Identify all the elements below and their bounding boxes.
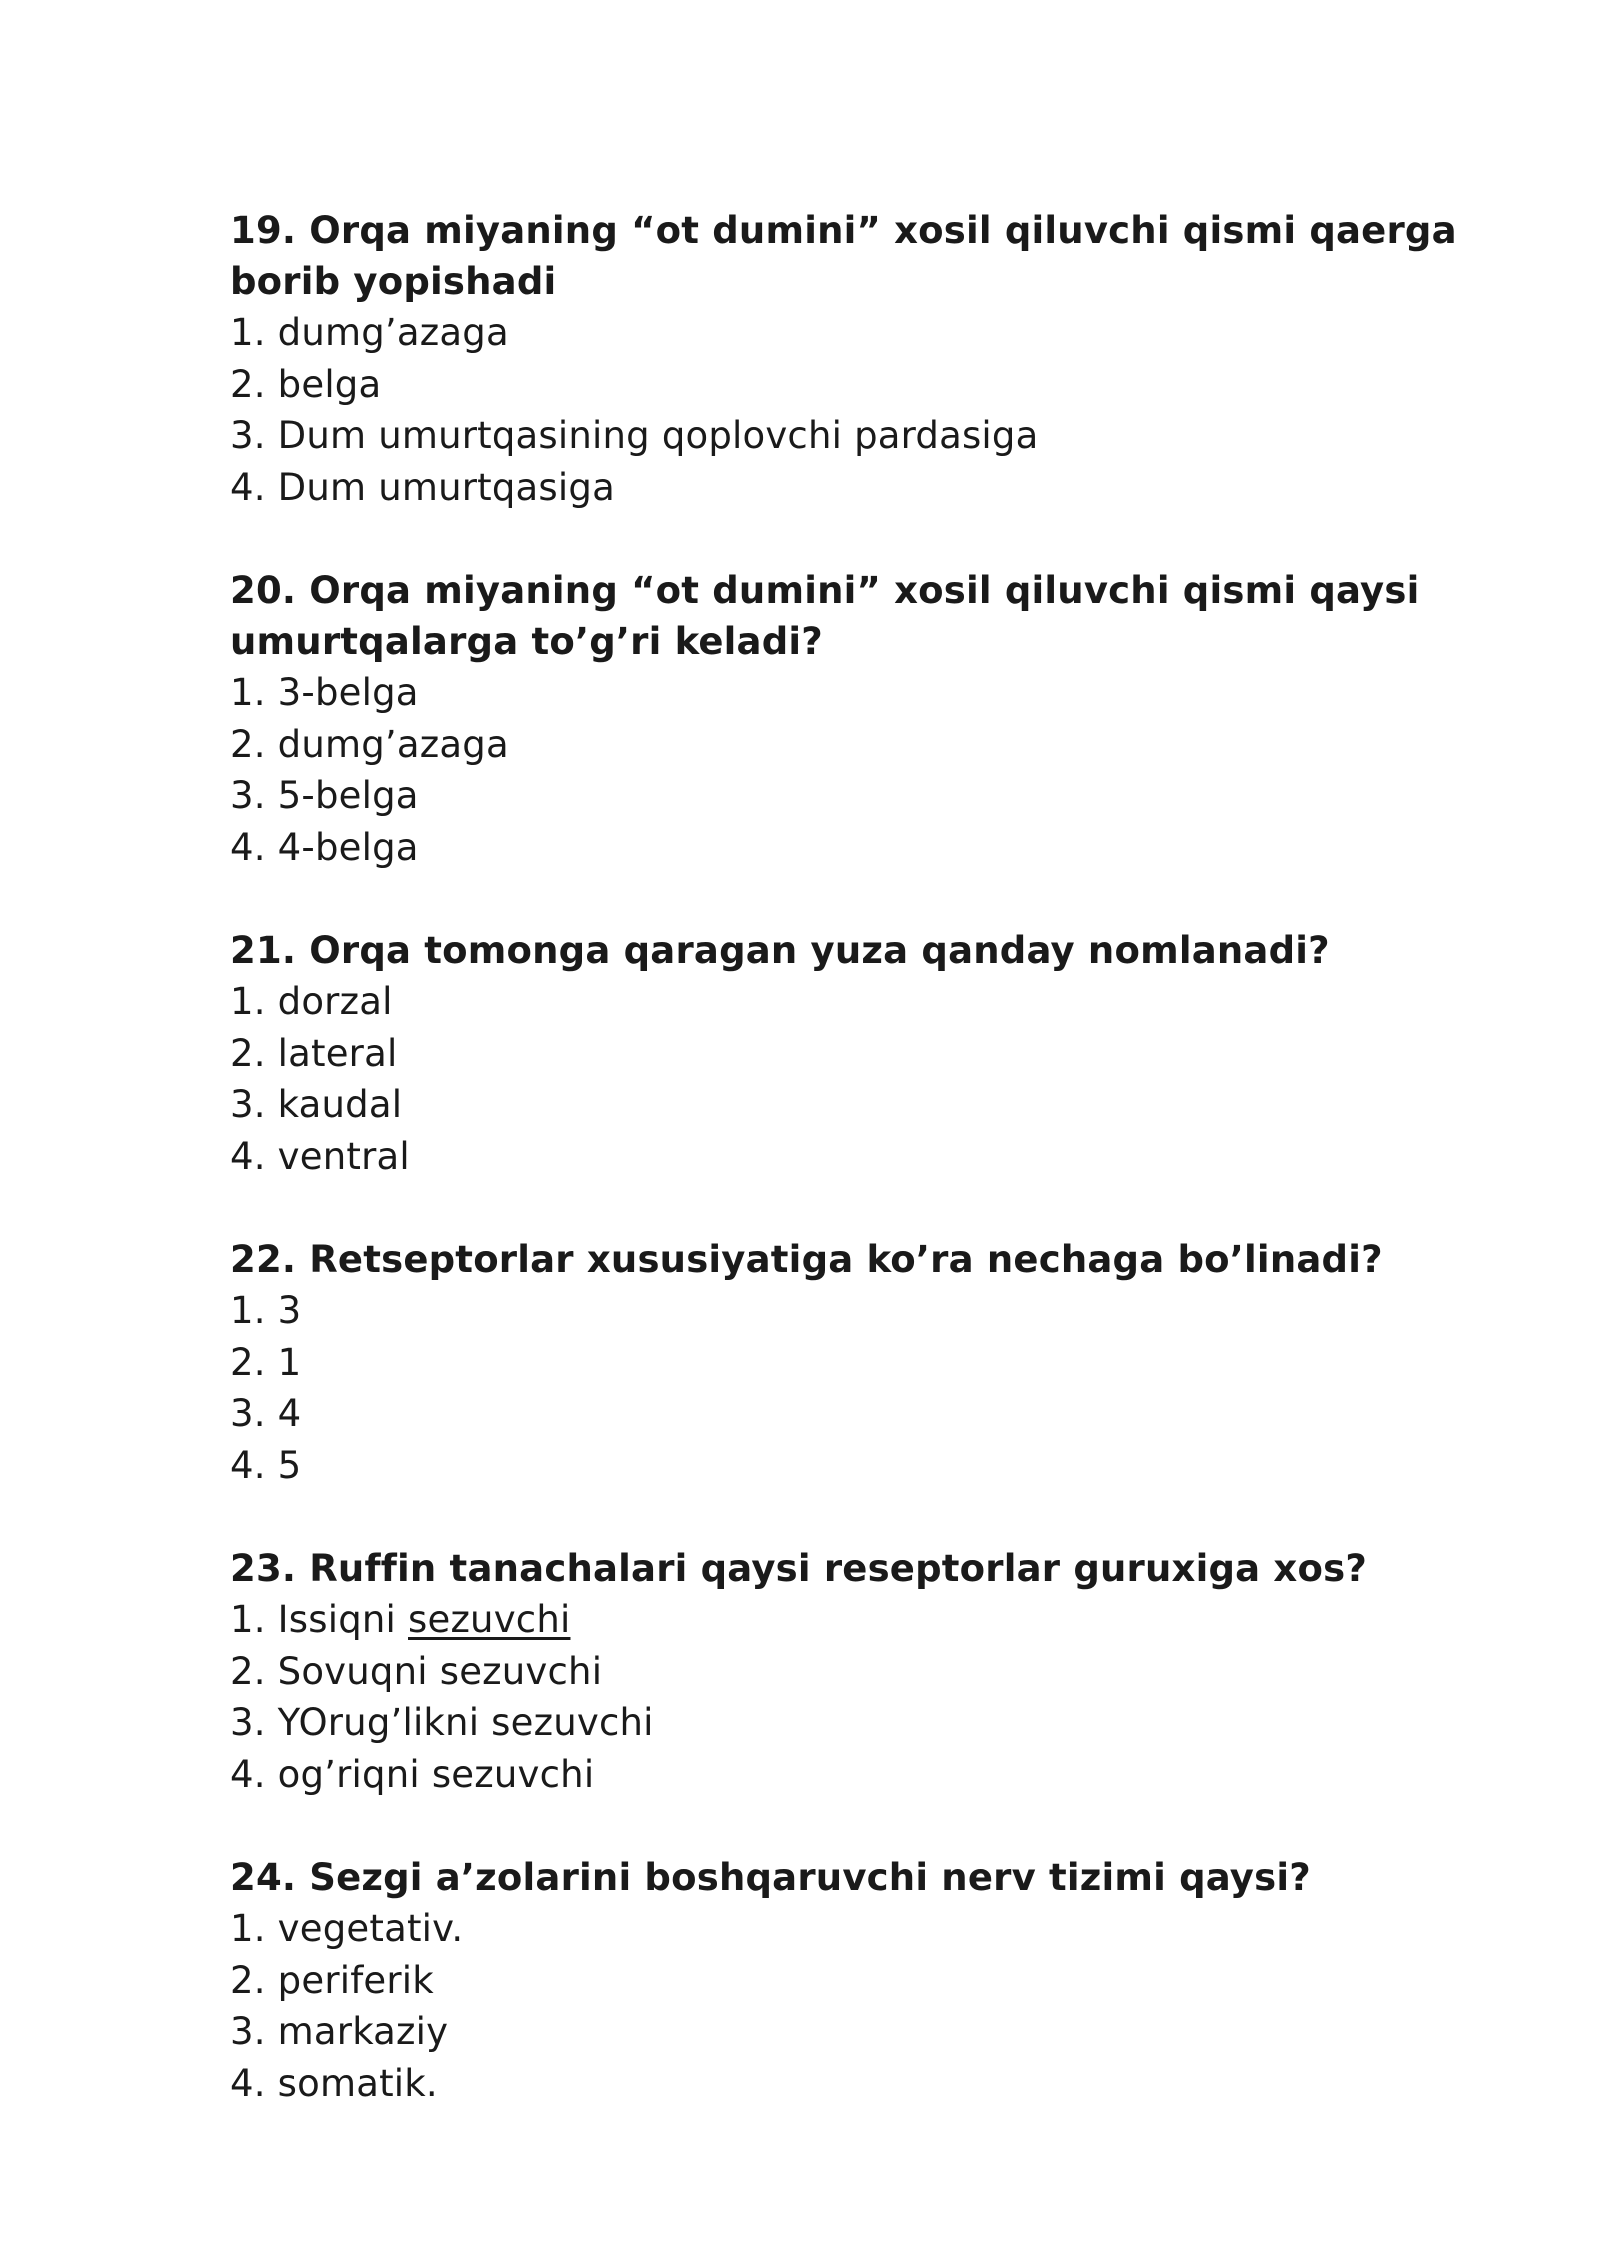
answer-option: 2. dumg’azaga [230, 722, 509, 766]
question-22 [230, 1234, 1490, 1491]
question-title: 20. Orqa miyaning “ot dumini” xosil qiluvchi qismi qaysi umurtqalarga to’g’ri keladi? [230, 569, 1420, 663]
answer-option: 3. kaudal [230, 1083, 403, 1126]
answer-option: 1. 3 [230, 1289, 302, 1332]
answer-option: 2. lateral [230, 1031, 398, 1075]
answer-option: 4. ventral [230, 1134, 410, 1178]
question-19 [230, 205, 1490, 513]
answer-option: 2. 1 [230, 1340, 302, 1384]
answer-option: 1. dorzal [230, 980, 393, 1023]
question-title: 23. Ruffin tanachalari qaysi reseptorlar guruxiga xos? [230, 1547, 1367, 1590]
question-title: 19. Orqa miyaning “ot dumini” xosil qiluvchi qismi qaerga borib yopishadi [230, 209, 1457, 303]
answer-option: 3. 4 [230, 1392, 302, 1435]
answer-options [230, 976, 1490, 1182]
answer-option: 3. YOrug’likni sezuvchi [230, 1701, 654, 1744]
answer-options [230, 667, 1490, 873]
answer-option: 1. vegetativ. [230, 1907, 464, 1950]
answer-options [230, 307, 1490, 513]
answer-option: 4. somatik. [230, 2061, 438, 2105]
question-title: 21. Orqa tomonga qaragan yuza qanday nomlanadi? [230, 929, 1330, 972]
question-title: 24. Sezgi a’zolarini boshqaruvchi nerv tizimi qaysi? [230, 1856, 1311, 1899]
answer-option: 4. og’riqni sezuvchi [230, 1752, 595, 1796]
answer-options [230, 1594, 1490, 1800]
answer-option: 4. 5 [230, 1443, 302, 1487]
answer-option: 2. Sovuqni sezuvchi [230, 1649, 603, 1693]
answer-option: 1. 3-belga [230, 671, 419, 714]
answer-option: 4. 4-belga [230, 825, 419, 869]
answer-options [230, 1285, 1490, 1491]
answer-option [230, 1594, 1490, 1646]
answer-option-prefix: 1. Issiqni [230, 1598, 408, 1641]
answer-option: 3. Dum umurtqasining qoplovchi pardasiga [230, 414, 1039, 457]
answer-option: 1. dumg’azaga [230, 311, 509, 354]
question-23 [230, 1543, 1490, 1800]
question-21 [230, 925, 1490, 1182]
question-20 [230, 565, 1490, 873]
underlined-word: sezuvchi [408, 1598, 571, 1641]
question-24 [230, 1852, 1490, 2109]
answer-option: 4. Dum umurtqasiga [230, 465, 615, 509]
answer-options [230, 1903, 1490, 2109]
answer-option: 2. periferik [230, 1958, 434, 2002]
answer-option: 3. markaziy [230, 2010, 449, 2053]
question-title: 22. Retseptorlar xususiyatiga ko’ra nechaga bo’linadi? [230, 1238, 1383, 1281]
answer-option: 2. belga [230, 362, 382, 406]
answer-option: 3. 5-belga [230, 774, 419, 817]
document-page [230, 205, 1490, 2161]
